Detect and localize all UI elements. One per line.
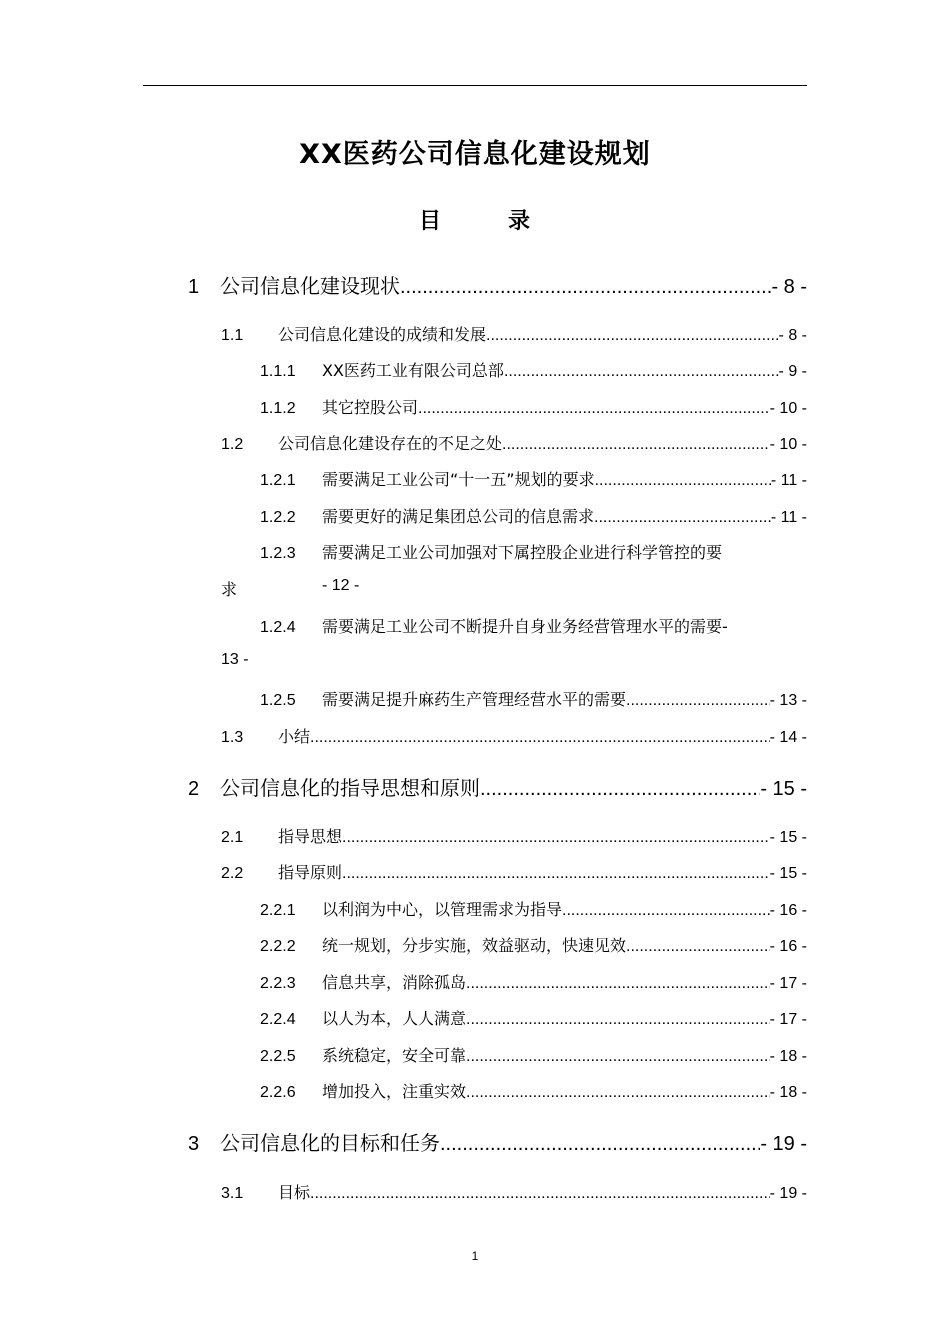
toc-entry-page: - 18 -: [769, 1084, 807, 1101]
toc-entry-text: 公司信息化建设存在的不足之处: [278, 434, 503, 453]
toc-entry-2-2-4[interactable]: [260, 1006, 807, 1029]
toc-entry-text: 小结: [278, 727, 311, 746]
toc-leader-dots: [400, 276, 771, 299]
toc-entry-page: - 8 -: [778, 327, 807, 344]
toc-leader-dots: [310, 729, 770, 747]
toc-entry-1-2-5[interactable]: [260, 687, 807, 710]
toc-entry-2-2-2[interactable]: [260, 933, 807, 956]
toc-entry-text: 其它控股公司: [322, 398, 419, 417]
toc-entry-page: - 14 -: [769, 729, 807, 746]
toc-leader-dots: [594, 509, 771, 527]
toc-entry-page: - 8 -: [771, 276, 807, 298]
toc-entry-page: - 15 -: [760, 778, 807, 800]
toc-entry-number: 2.1: [221, 829, 244, 846]
toc-entry-number: 1.3: [221, 729, 244, 746]
toc-entry-1-1-1[interactable]: [260, 358, 807, 381]
toc-leader-dots: [418, 400, 770, 418]
toc-entry-2-2-1[interactable]: [260, 897, 807, 920]
toc-heading-char-2: 录: [508, 209, 531, 234]
toc-entry-number: 1.2.3: [260, 545, 296, 562]
toc-entry-text: 需要满足工业公司加强对下属控股企业进行科学管控的要: [322, 543, 723, 562]
toc-leader-dots: [486, 327, 779, 345]
toc-entry-2-2[interactable]: [221, 860, 807, 883]
toc-entry-number: 1.2.4: [260, 619, 296, 636]
toc-leader-dots: [502, 436, 770, 454]
toc-entry-text: 统一规划，分步实施，效益驱动，快速见效: [322, 936, 627, 955]
toc-entry-text: 需要更好的满足集团总公司的信息需求: [322, 507, 595, 526]
toc-heading-char-1: 目: [419, 209, 442, 234]
toc-entry-text: 公司信息化的指导思想和原则: [220, 776, 480, 800]
toc-entry-number: 1.2: [221, 436, 244, 453]
toc-entry-text: 公司信息化建设的成绩和发展: [278, 325, 487, 344]
toc-entry-text: 指导原则: [278, 863, 343, 882]
toc-entry-continuation: 求: [221, 580, 238, 599]
toc-entry-page: - 16 -: [769, 938, 807, 955]
toc-leader-dots: [440, 1133, 760, 1156]
toc-entry-2-2-5[interactable]: [260, 1043, 807, 1066]
toc-entry-number: 2.2.5: [260, 1048, 296, 1065]
toc-entry-text: 增加投入，注重实效: [322, 1082, 467, 1101]
toc-entry-text: 以利润为中心，以管理需求为指导: [322, 900, 563, 919]
toc-entry-2[interactable]: [188, 772, 807, 801]
toc-entry-continuation: 13 -: [221, 651, 249, 668]
toc-entry-1-2-1[interactable]: [260, 467, 807, 490]
toc-leader-dots: [466, 1084, 770, 1102]
toc-entry-3-1[interactable]: [221, 1180, 807, 1203]
toc-entry-text: 公司信息化建设现状: [220, 274, 400, 298]
toc-entry-1-2-2[interactable]: [260, 504, 807, 527]
toc-entry-number: 2.2.2: [260, 938, 296, 955]
toc-entry-page: - 10 -: [769, 436, 807, 453]
toc-leader-dots: [342, 829, 770, 847]
toc-entry-text: 需要满足工业公司“十一五”规划的要求: [322, 470, 595, 489]
page-number: 1: [471, 1249, 479, 1263]
toc-leader-dots: [466, 1048, 770, 1066]
toc-entry-number: 1: [188, 276, 200, 298]
toc-entry-number: 2.2.4: [260, 1011, 296, 1028]
toc-entry-page: - 10 -: [769, 400, 807, 417]
toc-entry-number: 1.2.5: [260, 692, 296, 709]
toc-entry-number: 1.1: [221, 327, 244, 344]
toc-entry-page: - 11 -: [770, 472, 807, 489]
toc-leader-dots: [626, 692, 770, 710]
toc-entry-page: - 15 -: [769, 829, 807, 846]
toc-leader-dots: [466, 1011, 770, 1029]
toc-entry-number: 1.2.1: [260, 472, 296, 489]
toc-leader-dots: [595, 472, 771, 490]
toc-leader-dots: [480, 778, 760, 801]
toc-entry-2-2-6[interactable]: [260, 1079, 807, 1102]
toc-leader-dots: [466, 975, 770, 993]
toc-entry-number: 3: [188, 1133, 200, 1155]
toc-leader-dots: [504, 363, 779, 381]
toc-entry-number: 1.1.1: [260, 363, 296, 380]
toc-entry-number: 2: [188, 778, 200, 800]
toc-entry-page: - 12 -: [322, 577, 360, 594]
toc-entry-1-2-4[interactable]: [260, 614, 807, 637]
toc-entry-text: 公司信息化的目标和任务: [220, 1131, 440, 1155]
toc-entry-number: 2.2.3: [260, 975, 296, 992]
toc-entry-1-2-3[interactable]: [260, 540, 807, 563]
toc-entry-number: 1.2.2: [260, 509, 296, 526]
toc-leader-dots: [626, 938, 770, 956]
toc-entry-page: - 17 -: [769, 1011, 807, 1028]
toc-leader-dots: [562, 902, 770, 920]
toc-entry-text: 需要满足工业公司不断提升自身业务经营管理水平的需要-: [322, 617, 728, 636]
toc-entry-page: - 18 -: [769, 1048, 807, 1065]
toc-entry-1-3[interactable]: [221, 724, 807, 747]
toc-leader-dots: [342, 865, 770, 883]
document-title: XX医药公司信息化建设规划: [299, 139, 651, 170]
toc-entry-page: - 19 -: [769, 1185, 807, 1202]
toc-entry-text: 需要满足提升麻药生产管理经营水平的需要: [322, 690, 627, 709]
toc-entry-page: - 19 -: [760, 1133, 807, 1155]
toc-entry-number: 2.2: [221, 865, 244, 882]
toc-entry-page: - 15 -: [769, 865, 807, 882]
toc-entry-page: - 16 -: [769, 902, 807, 919]
toc-entry-text: XX医药工业有限公司总部: [322, 361, 504, 380]
toc-entry-1-1[interactable]: [221, 322, 807, 345]
toc-entry-1-2[interactable]: [221, 431, 807, 454]
toc-entry-3[interactable]: [188, 1127, 807, 1156]
toc-entry-page: - 9 -: [778, 363, 807, 380]
toc-entry-number: 3.1: [221, 1185, 244, 1202]
toc-entry-text: 以人为本，人人满意: [322, 1009, 467, 1028]
toc-entry-text: 目标: [278, 1183, 311, 1202]
toc-entry-1-1-2[interactable]: [260, 395, 807, 418]
toc-entry-page: - 13 -: [769, 692, 807, 709]
toc-leader-dots: [310, 1185, 770, 1203]
toc-entry-text: 指导思想: [278, 827, 343, 846]
toc-entry-2-2-3[interactable]: [260, 970, 807, 993]
toc-entry-number: 2.2.1: [260, 902, 296, 919]
toc-entry-2-1[interactable]: [221, 824, 807, 847]
toc-entry-text: 信息共享，消除孤岛: [322, 973, 467, 992]
toc-entry-page: - 11 -: [770, 509, 807, 526]
toc-entry-1[interactable]: [188, 270, 807, 299]
toc-entry-page: - 17 -: [769, 975, 807, 992]
toc-entry-text: 系统稳定，安全可靠: [322, 1046, 467, 1065]
toc-entry-number: 1.1.2: [260, 400, 296, 417]
header-rule: [143, 85, 807, 86]
toc-entry-number: 2.2.6: [260, 1084, 296, 1101]
